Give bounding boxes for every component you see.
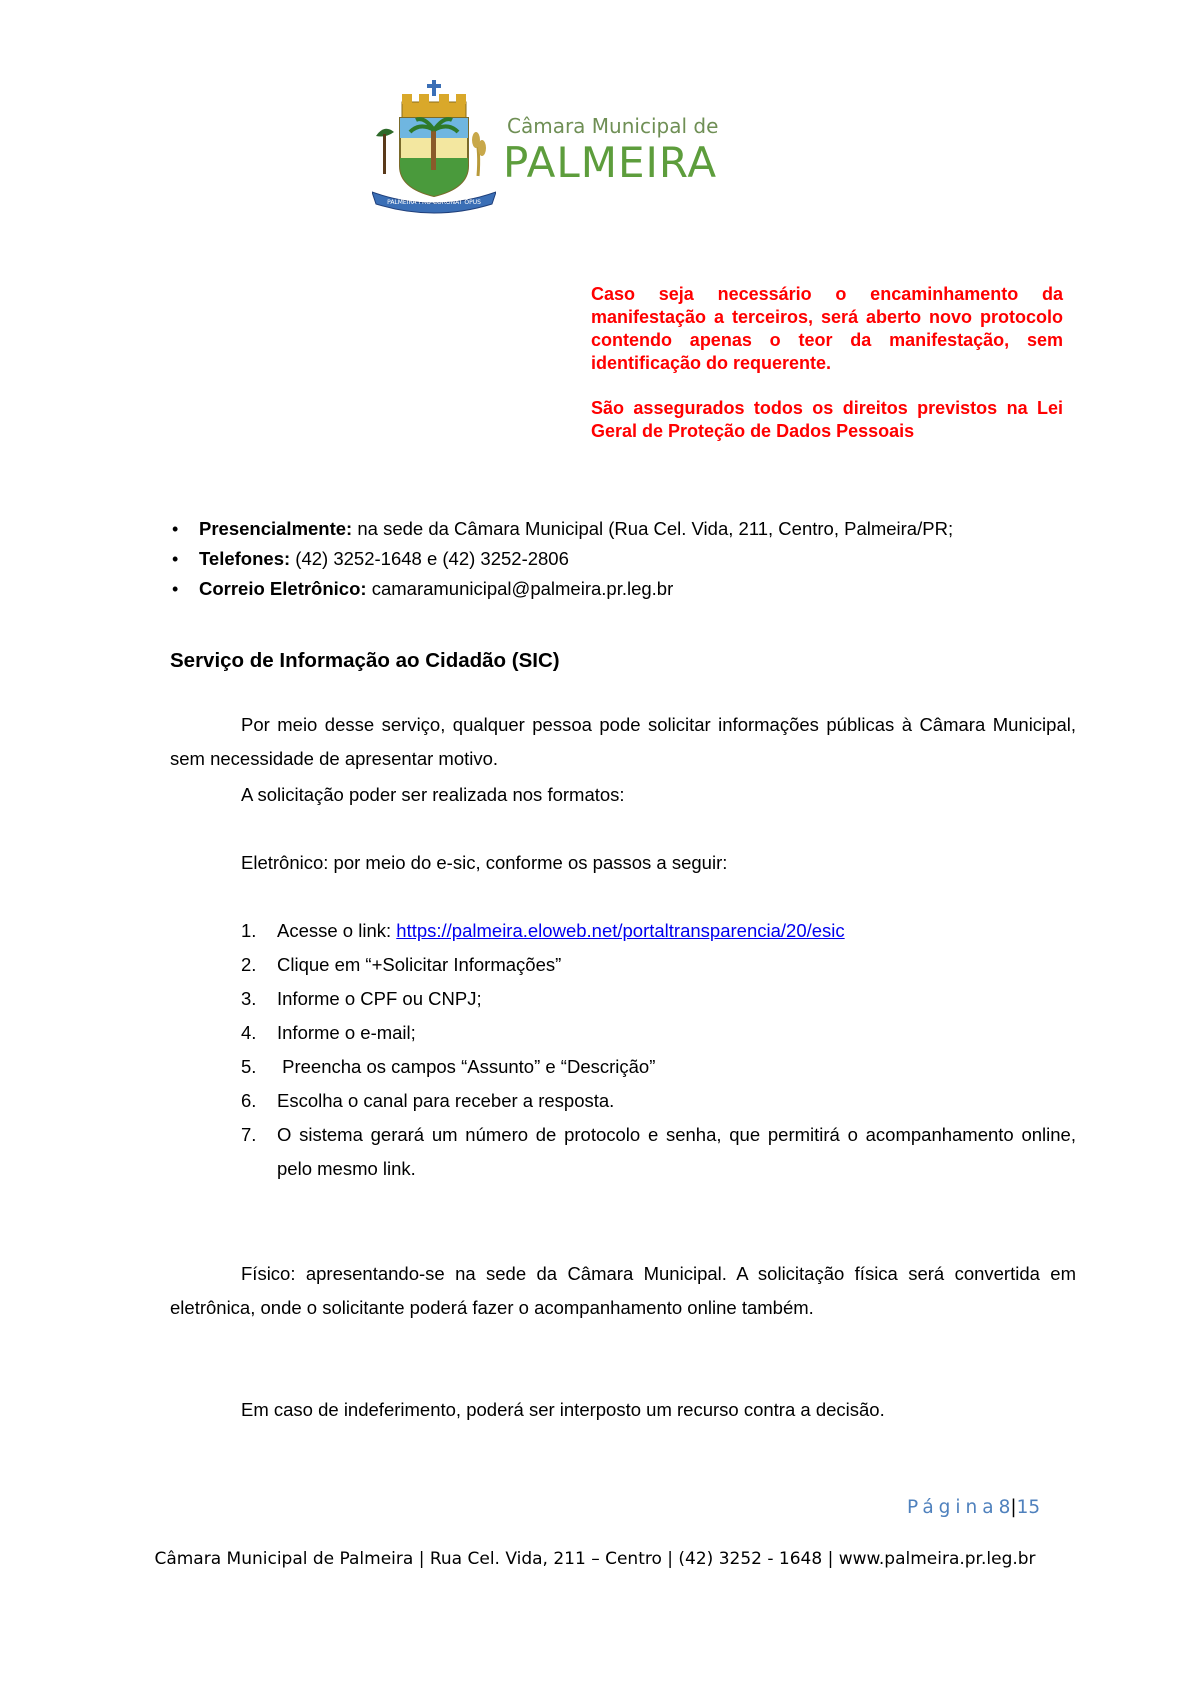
page-separator: | [1010, 1497, 1017, 1518]
step-text: Preencha os campos “Assunto” e “Descrição” [277, 1056, 656, 1077]
steps-list [241, 914, 1076, 1186]
contact-value: (42) 3252-1648 e (42) 3252-2806 [290, 548, 569, 569]
section-title: Serviço de Informação ao Cidadão (SIC) [170, 649, 560, 672]
step-text: Clique em “+Solicitar Informações” [277, 954, 562, 975]
list-item [170, 578, 1070, 608]
page-total: 15 [1016, 1497, 1041, 1518]
step-text: Escolha o canal para receber a resposta. [277, 1090, 615, 1111]
step-text: Informe o e-mail; [277, 1022, 416, 1043]
list-item [241, 1118, 1076, 1186]
list-item [241, 914, 1076, 948]
notice-paragraph-1: Caso seja necessário o encaminhamento da manifestação a terceiros, será aberto novo protocolo contendo apenas o teor da manifestação, sem identificação do requerente. [591, 284, 1063, 373]
header-logo [372, 80, 719, 214]
contact-value: na sede da Câmara Municipal (Rua Cel. Vida, 211, Centro, Palmeira/PR; [352, 518, 954, 539]
step-number: 4. [241, 1022, 257, 1043]
list-item [170, 518, 1070, 548]
physical-paragraph: Físico: apresentando-se na sede da Câmara Municipal. A solicitação física será convertida em eletrônica, onde o solicitante poderá fazer o acompanhamento online também. [170, 1263, 1076, 1318]
list-item [241, 1016, 1076, 1050]
page-footer: Câmara Municipal de Palmeira | Rua Cel. Vida, 211 – Centro | (42) 3252 - 1648 | www.palmeira.pr.leg.br [154, 1549, 1036, 1569]
contact-label: Telefones: [199, 548, 291, 569]
step-number: 2. [241, 954, 257, 975]
list-item [241, 948, 1076, 982]
list-item [170, 548, 1070, 578]
step-text: O sistema gerará um número de protocolo e senha, que permitirá o acompanhamento online, pelo mesmo link. [277, 1124, 1076, 1179]
electronic-paragraph: Eletrônico: por meio do e-sic, conforme os passos a seguir: [241, 852, 728, 873]
step-text: Informe o CPF ou CNPJ; [277, 988, 482, 1009]
notice-paragraph-2: São assegurados todos os direitos previstos na Lei Geral de Proteção de Dados Pessoais [591, 398, 1063, 441]
step-number: 1. [241, 920, 257, 941]
list-item [241, 1050, 1076, 1084]
list-item [241, 982, 1076, 1016]
page-word: Página [907, 1497, 999, 1518]
list-item [241, 1084, 1076, 1118]
contact-list [170, 518, 1070, 608]
step-number: 3. [241, 988, 257, 1009]
page-current: 8 [998, 1497, 1011, 1518]
formats-paragraph: A solicitação poder ser realizada nos formatos: [241, 784, 625, 805]
step-text: Acesse o link: [277, 920, 397, 941]
intro-paragraph: Por meio desse serviço, qualquer pessoa pode solicitar informações públicas à Câmara Municipal, sem necessidade de apresentar motivo. [170, 714, 1076, 769]
svg-text:PALMEIRA PRO CORONAT OPUS: PALMEIRA PRO CORONAT OPUS [387, 199, 481, 206]
contact-label: Correio Eletrônico: [199, 578, 367, 599]
contact-label: Presencialmente: [199, 518, 353, 539]
contact-value: camaramunicipal@palmeira.pr.leg.br [366, 578, 674, 599]
logo-title: PALMEIRA [503, 138, 718, 187]
appeal-paragraph: Em caso de indeferimento, poderá ser interposto um recurso contra a decisão. [241, 1399, 885, 1420]
coat-of-arms-icon [372, 80, 496, 214]
page-number [907, 1497, 1040, 1518]
privacy-notice [591, 283, 1063, 443]
step-number: 5. [241, 1056, 257, 1077]
esic-link[interactable]: https://palmeira.eloweb.net/portaltransparencia/20/esic [396, 920, 845, 941]
logo-subtitle: Câmara Municipal de [507, 114, 719, 138]
step-number: 6. [241, 1090, 257, 1111]
step-number: 7. [241, 1124, 257, 1145]
